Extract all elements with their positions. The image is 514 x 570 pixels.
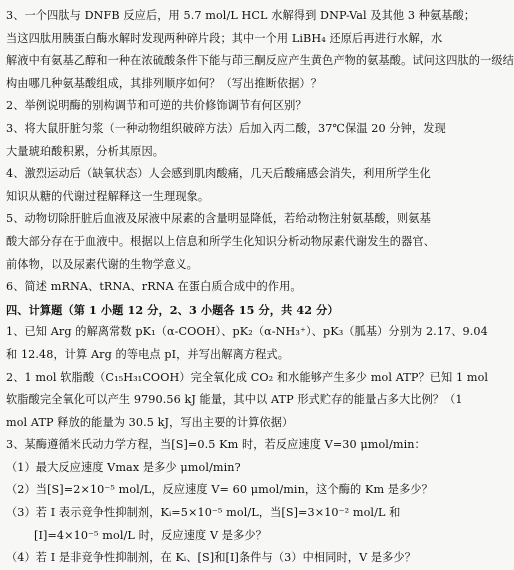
calc2-line-2: 软脂酸完全氧化可以产生 9790.56 kJ 能量，其中以 ATP 形式贮存的能量占多大比例？（1 <box>6 393 463 407</box>
calc3-sub3-line-2: [I]=4×10⁻⁵ mol/L 时，反应速度 V 是多少？ <box>34 528 267 542</box>
q2-line: 2、举例说明酶的别构调节和可逆的共价修饰调节有何区别？ <box>6 99 307 113</box>
q4-line-2: 知识从糖的代谢过程解释这一生理现象。 <box>6 189 210 203</box>
calc3-line-1: 3、某酶遵循米氏动力学方程，当[S]=0.5 Km 时，若反应速度 V=30 μmol/min： <box>6 438 426 452</box>
q5-line-3: 前体物，以及尿素代谢的生物学意义。 <box>6 257 198 271</box>
calc3-sub2: （2）当[S]=2×10⁻⁵ mol/L，反应速度 V= 60 μmol/min，这个酶的 Km 是多少？ <box>6 483 433 497</box>
q5-line-1: 5、动物切除肝脏后血液及尿液中尿素的含量明显降低，若给动物注射氨基酸，则氨基 <box>6 212 431 226</box>
q6-line: 6、简述 mRNA、tRNA、rRNA 在蛋白质合成中的作用。 <box>6 280 302 294</box>
calc3-sub4: （4）若 I 是非竞争性抑制剂，在 Kᵢ、[S]和[I]条件与（3）中相同时，V 是多少？ <box>6 551 417 565</box>
calc2-line-1: 2、1 mol 软脂酸（C₁₅H₃₁COOH）完全氧化成 CO₂ 和水能够产生多少 mol ATP？已知 1 mol <box>6 370 489 384</box>
calc3-sub1: （1）最大反应速度 Vmax 是多少 μmol/min? <box>6 460 241 474</box>
calc1-line-1: 1、已知 Arg 的解离常数 pK₁（α-COOH）、pK₂（α-NH₃⁺）、pK₃（胍基）分别为 2.17、9.04 <box>6 325 488 339</box>
q3-line-1: 3、一个四肽与 DNFB 反应后，用 5.7 mol/L HCL 水解得到 DNP-Val 及其他 3 种氨基酸； <box>6 9 476 22</box>
calc3-sub3-line-1: （3）若 I 表示竞争性抑制剂，Kᵢ=5×10⁻⁵ mol/L，当[S]=3×10⁻² mol/L 和 <box>6 506 401 520</box>
q3-line-4: 构由哪几种氨基酸组成，其排列顺序如何？（写出推断依据）？ <box>6 76 323 90</box>
section-heading-calculation: 四、计算题（第 1 小题 12 分，2、3 小题各 15 分，共 42 分） <box>6 302 339 317</box>
calc2-line-3: mol ATP 释放的能量为 30.5 kJ，写出主要的计算依据） <box>6 415 294 429</box>
q3-line-3: 解液中有氨基乙醇和一种在浓硫酸条件下能与茚三酮反应产生黄色产物的氨基酸。试问这四肽的一级结 <box>6 54 514 68</box>
calc1-line-2: 和 12.48，计算 Arg 的等电点 pI，并写出解离方程式。 <box>6 347 289 361</box>
q3-line-2: 当这四肽用胰蛋白酶水解时发现两种碎片段；其中一个用 LiBH₄ 还原后再进行水解，水 <box>6 31 443 45</box>
q3b-line-1: 3、将大鼠肝脏匀浆（一种动物组织破碎方法）后加入丙二酸，37℃保温 20 分钟，发现 <box>6 121 446 135</box>
q4-line-1: 4、激烈运动后（缺氧状态）人会感到肌肉酸痛，几天后酸痛感会消失，利用所学生化 <box>6 167 431 181</box>
q5-line-2: 酸大部分存在于血液中。根据以上信息和所学生化知识分析动物尿素代谢发生的器官、 <box>6 234 435 248</box>
q3b-line-2: 大量琥珀酸积累，分析其原因。 <box>6 144 165 158</box>
